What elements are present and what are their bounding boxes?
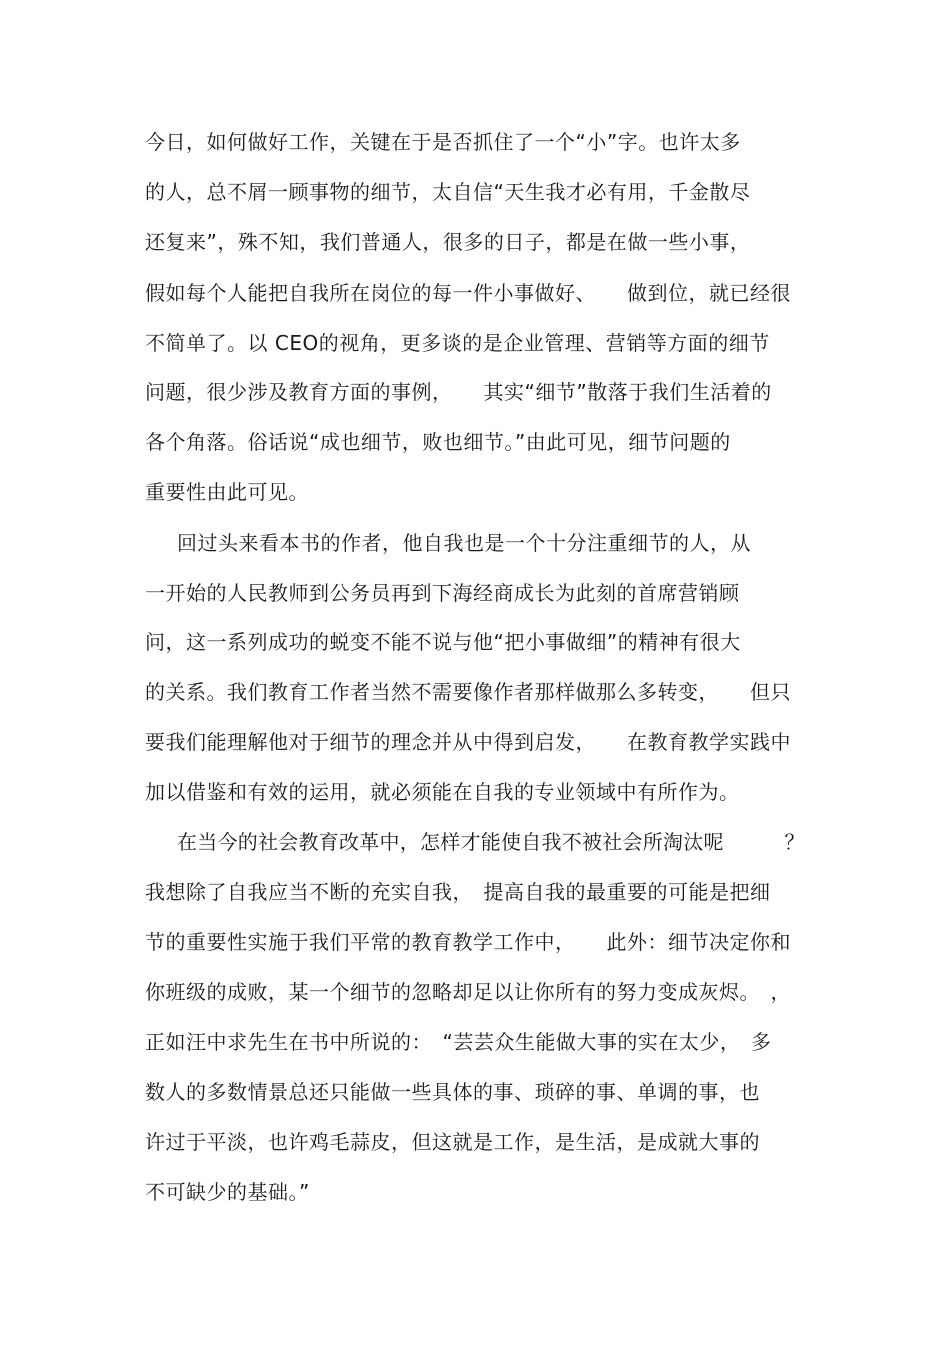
text-line: 你班级的成败，某一个细节的忽略却足以让你所有的努力变成灰烬。 ， bbox=[145, 980, 791, 1004]
text-line: 回过头来看本书的作者，他自我也是一个十分注重细节的人，从 bbox=[177, 531, 751, 555]
text-line: 一开始的人民教师到公务员再到下海经商成长为此刻的首席营销顾 bbox=[145, 581, 740, 605]
text-line: 问题，很少涉及教育方面的事例， 其实“细节”散落于我们生活着的 bbox=[145, 380, 772, 404]
text-line: 在当今的社会教育改革中，怎样才能使自我不被社会所淘汰呢 ？ bbox=[177, 830, 805, 854]
text-line: 的人，总不屑一顾事物的细节，太自信“天生我才必有用，千金散尽 bbox=[145, 180, 751, 204]
text-line: 各个角落。俗话说“成也细节，败也细节。”由此可见，细节问题的 bbox=[145, 430, 731, 454]
text-line: 许过于平淡，也许鸡毛蒜皮，但这就是工作，是生活，是成就大事的 bbox=[145, 1130, 760, 1154]
text-line: 假如每个人能把自我所在岗位的每一件小事做好、 做到位，就已经很 bbox=[145, 281, 791, 305]
text-line: 重要性由此可见。 bbox=[145, 480, 309, 504]
text-line: 不可缺少的基础。” bbox=[145, 1180, 310, 1204]
text-line: 加以借鉴和有效的运用，就必须能在自我的专业领域中有所作为。 bbox=[145, 780, 740, 804]
text-line: 数人的多数情景总还只能做一些具体的事、琐碎的事、单调的事，也 bbox=[145, 1080, 760, 1104]
text-line: 我想除了自我应当不断的充实自我， 提高自我的最重要的可能是把细 bbox=[145, 880, 771, 904]
text-line: 还复来”，殊不知，我们普通人，很多的日子，都是在做一些小事， bbox=[145, 230, 751, 254]
text-line: 的关系。我们教育工作者当然不需要像作者那样做那么多转变， 但只 bbox=[145, 680, 791, 704]
text-line: 正如汪中求先生在书中所说的： “芸芸众生能做大事的实在太少， 多 bbox=[145, 1030, 772, 1054]
text-line: 节的重要性实施于我们平常的教育教学工作中， 此外：细节决定你和 bbox=[145, 930, 791, 954]
text-line: 不简单了。以 CEO的视角，更多谈的是企业管理、营销等方面的细节 bbox=[145, 331, 770, 355]
text-line: 要我们能理解他对于细节的理念并从中得到启发， 在教育教学实践中 bbox=[145, 730, 791, 754]
text-line: 今日，如何做好工作，关键在于是否抓住了一个“小”字。也许太多 bbox=[145, 130, 741, 154]
text-line: 问，这一系列成功的蜕变不能不说与他“把小事做细”的精神有很大 bbox=[145, 630, 741, 654]
